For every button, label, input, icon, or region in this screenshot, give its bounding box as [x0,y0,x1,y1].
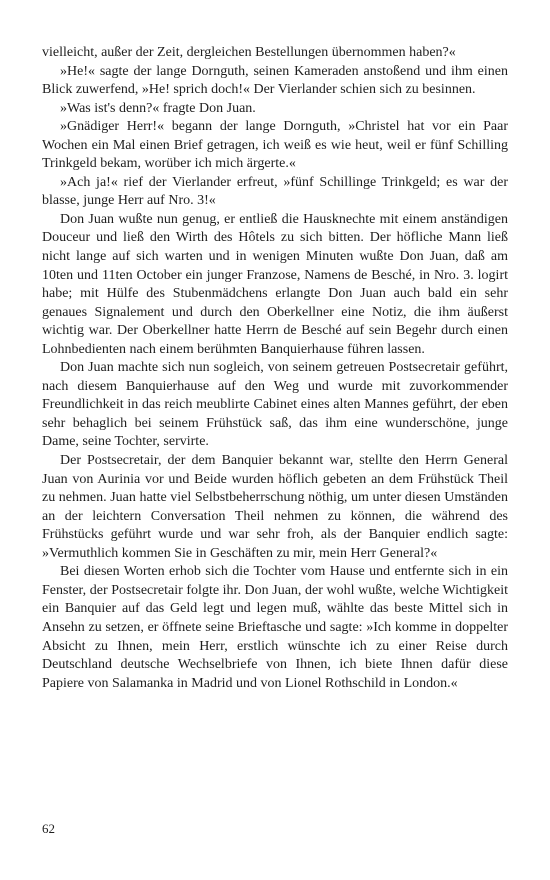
paragraph: Don Juan wußte nun genug, er entließ die Hausknechte mit einem anständigen Douceur und ließ den Wirth des Hôtels zu sich bitten. Der höfliche Mann ließ nicht lange auf sich warten und in wenigen Minuten wußte Don Juan, daß am 10ten und 11ten October ein junger Franzose, Namens de Besché, in Nro. 3. logirt habe; mit Hülfe des Stubenmädchens erlangte Don Juan auch bald ein sehr genaues Signalement und durch den Oberkellner eine Notiz, die ihm äußerst wichtig war. Der Oberkellner hatte Herrn de Besché auf sein Begehr durch einen Lohnbedienten nach einem berühmten Banquierhause führen lassen. [42,211,508,357]
paragraph: »Gnädiger Herr!« begann der lange Dornguth, »Christel hat vor ein Paar Wochen ein Mal einen Brief getragen, ich weiß es wie heut, weil er fünf Schilling Trinkgeld bekam, worüber ich mich ärgerte.« [42,119,508,172]
paragraph: Der Postsecretair, der dem Banquier bekannt war, stellte den Herrn General Juan von Aurinia vor und Beide wurden höflich gebeten an dem Frühstück Theil zu nehmen. Juan hatte viel Selbstbeherrschung nöthig, um unter diesen Umständen an der leichtern Conversation Theil nehmen zu können, die während des Frühstücks geführt wurde und war sehr froh, als der Banquier endlich sagte: »Vermuthlich kommen Sie in Geschäften zu mir, mein Herr General?« [42,453,508,561]
paragraph: Don Juan machte sich nun sogleich, von seinem getreuen Postsecretair geführt, nach diesem Banquierhause auf den Weg und wurde mit zuvorkommender Freundlichkeit in das reich meublirte Cabinet eines alten Mannes geführt, der eben sehr behaglich bei seinem Frühstück saß, das ihm eine wunderschöne, junge Dame, seine Tochter, servirte. [42,360,508,450]
paragraph: »He!« sagte der lange Dornguth, seinen Kameraden anstoßend und ihm einen Blick zuwerfend, »He! sprich doch!« Der Vierlander schien sich zu besinnen. [42,63,508,98]
page-number: 62 [42,821,55,836]
paragraph: vielleicht, außer der Zeit, dergleichen Bestellungen übernommen haben?« [42,45,456,60]
paragraph: »Ach ja!« rief der Vierlander erfreut, »fünf Schillinge Trinkgeld; es war der blasse, junge Herr auf Nro. 3!« [42,174,508,209]
paragraph: Bei diesen Worten erhob sich die Tochter vom Hause und entfernte sich in ein Fenster, der Postsecretair folgte ihr. Don Juan, der wohl wußte, welche Wichtigkeit ein Banquier auf das Geld legt und legen muß, wählte das beste Mittel sich in Ansehn zu setzen, er öffnete seine Brieftasche und sagte: »Ich komme in doppelter Absicht zu Ihnen, mein Herr, erstlich wünschte ich zu einer Reise durch Deutschland deutsche Wechselbriefe von Ihnen, ich biete Ihnen dafür diese Papiere von Salamanka in Madrid und von Lionel Rothschild in London.« [42,564,508,691]
body-text [42,44,508,693]
paragraph: »Was ist's denn?« fragte Don Juan. [60,100,256,116]
